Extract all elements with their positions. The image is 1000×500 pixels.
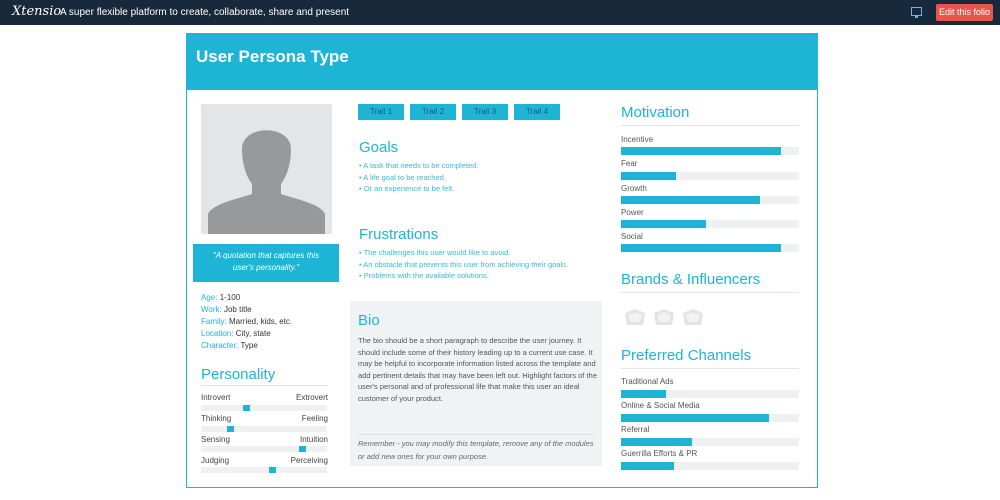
- motivation-bar[interactable]: [621, 172, 799, 180]
- motivation-label: Social: [621, 232, 643, 241]
- info-family: [201, 316, 292, 328]
- tagline: A super flexible platform to create, collaborate, share and present: [60, 7, 350, 18]
- personality-left-label: Thinking: [201, 414, 232, 423]
- placeholder-logo-icon[interactable]: [681, 307, 705, 327]
- info-location: [201, 328, 292, 340]
- persona-quote[interactable]: "A quotation that captures this user's personality.": [193, 244, 339, 282]
- personality-right-label: Intuition: [299, 435, 328, 444]
- persona-card: [186, 33, 818, 488]
- info-label: Character:: [201, 341, 239, 350]
- persona-header: [187, 34, 817, 90]
- trait-tag[interactable]: Trait 1: [358, 104, 404, 120]
- motivation-label: Growth: [621, 184, 647, 193]
- info-label: Family:: [201, 317, 227, 326]
- divider: [358, 434, 594, 435]
- bio-heading: Bio: [358, 312, 380, 329]
- personality-left-label: Introvert: [201, 393, 231, 402]
- placeholder-logo-icon[interactable]: [652, 307, 676, 327]
- placeholder-logo-icon[interactable]: [623, 307, 647, 327]
- motivation-label: Incentive: [621, 135, 654, 144]
- motivation-heading: Motivation: [621, 104, 690, 121]
- personality-row: [201, 456, 328, 465]
- channel-bar[interactable]: [621, 462, 799, 470]
- personality-slider[interactable]: [201, 446, 327, 452]
- personality-row: [201, 414, 328, 423]
- bar-fill: [621, 414, 769, 422]
- motivation-label: Fear: [621, 159, 638, 168]
- info-value[interactable]: 1-100: [219, 293, 241, 302]
- personality-heading: Personality: [201, 366, 276, 383]
- bio-panel: [350, 301, 602, 466]
- page-title[interactable]: User Persona Type: [196, 47, 349, 66]
- info-value[interactable]: Type: [240, 341, 258, 350]
- channel-label: Traditional Ads: [621, 377, 674, 386]
- divider: [621, 368, 799, 369]
- channel-label: Online & Social Media: [621, 401, 700, 410]
- info-value[interactable]: Job title: [223, 305, 252, 314]
- channels-heading: Preferred Channels: [621, 347, 752, 364]
- demographics: [201, 292, 292, 352]
- info-value[interactable]: City, state: [235, 329, 271, 338]
- personality-slider-handle[interactable]: [269, 467, 276, 473]
- goals-heading: Goals: [359, 139, 399, 156]
- divider: [621, 125, 799, 126]
- bar-fill: [621, 462, 674, 470]
- personality-slider-handle[interactable]: [299, 446, 306, 452]
- bar-fill: [621, 390, 666, 398]
- bar-fill: [621, 172, 676, 180]
- motivation-label: Power: [621, 208, 644, 217]
- personality-slider-handle[interactable]: [227, 426, 234, 432]
- channel-bar[interactable]: [621, 414, 799, 422]
- personality-row: [201, 393, 328, 402]
- top-bar: [0, 0, 1000, 25]
- info-value[interactable]: Married, kids, etc.: [229, 317, 293, 326]
- personality-left-label: Sensing: [201, 435, 230, 444]
- monitor-icon[interactable]: [911, 7, 922, 16]
- list-item: • An obstacle that prevents this user from achieving their goals.: [359, 259, 568, 271]
- list-item: • The challenges this user would like to avoid.: [359, 247, 568, 259]
- divider: [621, 292, 799, 293]
- personality-row: [201, 435, 328, 444]
- xtensio-logo[interactable]: Xtensio: [12, 4, 62, 19]
- list-item: • A life goal to be reached.: [359, 172, 478, 184]
- list-item: • Or an experience to be felt.: [359, 183, 478, 195]
- bar-fill: [621, 220, 706, 228]
- channel-bar[interactable]: [621, 438, 799, 446]
- goals-list[interactable]: [359, 160, 478, 195]
- info-label: Work:: [201, 305, 222, 314]
- personality-right-label: Extrovert: [295, 393, 328, 402]
- edit-folio-button[interactable]: Edit this folio: [936, 4, 993, 21]
- bar-fill: [621, 147, 781, 155]
- trait-tag[interactable]: Trait 3: [462, 104, 508, 120]
- motivation-bar[interactable]: [621, 147, 799, 155]
- persona-photo[interactable]: [201, 104, 332, 234]
- trait-tag[interactable]: Trait 4: [514, 104, 560, 120]
- info-character: [201, 340, 292, 352]
- info-label: Age:: [201, 293, 218, 302]
- motivation-bar[interactable]: [621, 244, 799, 252]
- info-label: Location:: [201, 329, 234, 338]
- personality-slider[interactable]: [201, 405, 327, 411]
- personality-left-label: Judging: [201, 456, 230, 465]
- divider: [201, 385, 328, 386]
- channel-label: Guerrilla Efforts & PR: [621, 449, 698, 458]
- personality-slider[interactable]: [201, 467, 327, 473]
- brands-heading: Brands & Influencers: [621, 271, 761, 288]
- personality-right-label: Perceiving: [290, 456, 328, 465]
- personality-right-label: Feeling: [301, 414, 328, 423]
- info-age: [201, 292, 292, 304]
- personality-slider-handle[interactable]: [243, 405, 250, 411]
- list-item: • A task that needs to be completed.: [359, 160, 478, 172]
- bio-note[interactable]: Remember - you may modify this template, remove any of the modules or add new ones for your own purpose.: [358, 439, 594, 461]
- motivation-bar[interactable]: [621, 196, 799, 204]
- bar-fill: [621, 438, 692, 446]
- frustrations-list[interactable]: [359, 247, 568, 282]
- channel-label: Referral: [621, 425, 650, 434]
- motivation-bar[interactable]: [621, 220, 799, 228]
- channel-bar[interactable]: [621, 390, 799, 398]
- personality-slider[interactable]: [201, 426, 327, 432]
- frustrations-heading: Frustrations: [359, 226, 439, 243]
- list-item: • Problems with the available solutions.: [359, 270, 568, 282]
- bar-fill: [621, 196, 760, 204]
- trait-tag[interactable]: Trait 2: [410, 104, 456, 120]
- bio-text[interactable]: The bio should be a short paragraph to describe the user journey. It should include some of their history leading up to a current use case. It may be helpful to incorporate information listed across the template and add pertinent details that may have been left out. Highlight factors of the user's personal and of professional life that make this user an ideal customer of your product.: [358, 336, 597, 403]
- user-silhouette-icon: [201, 104, 332, 234]
- bar-fill: [621, 244, 781, 252]
- info-work: [201, 304, 292, 316]
